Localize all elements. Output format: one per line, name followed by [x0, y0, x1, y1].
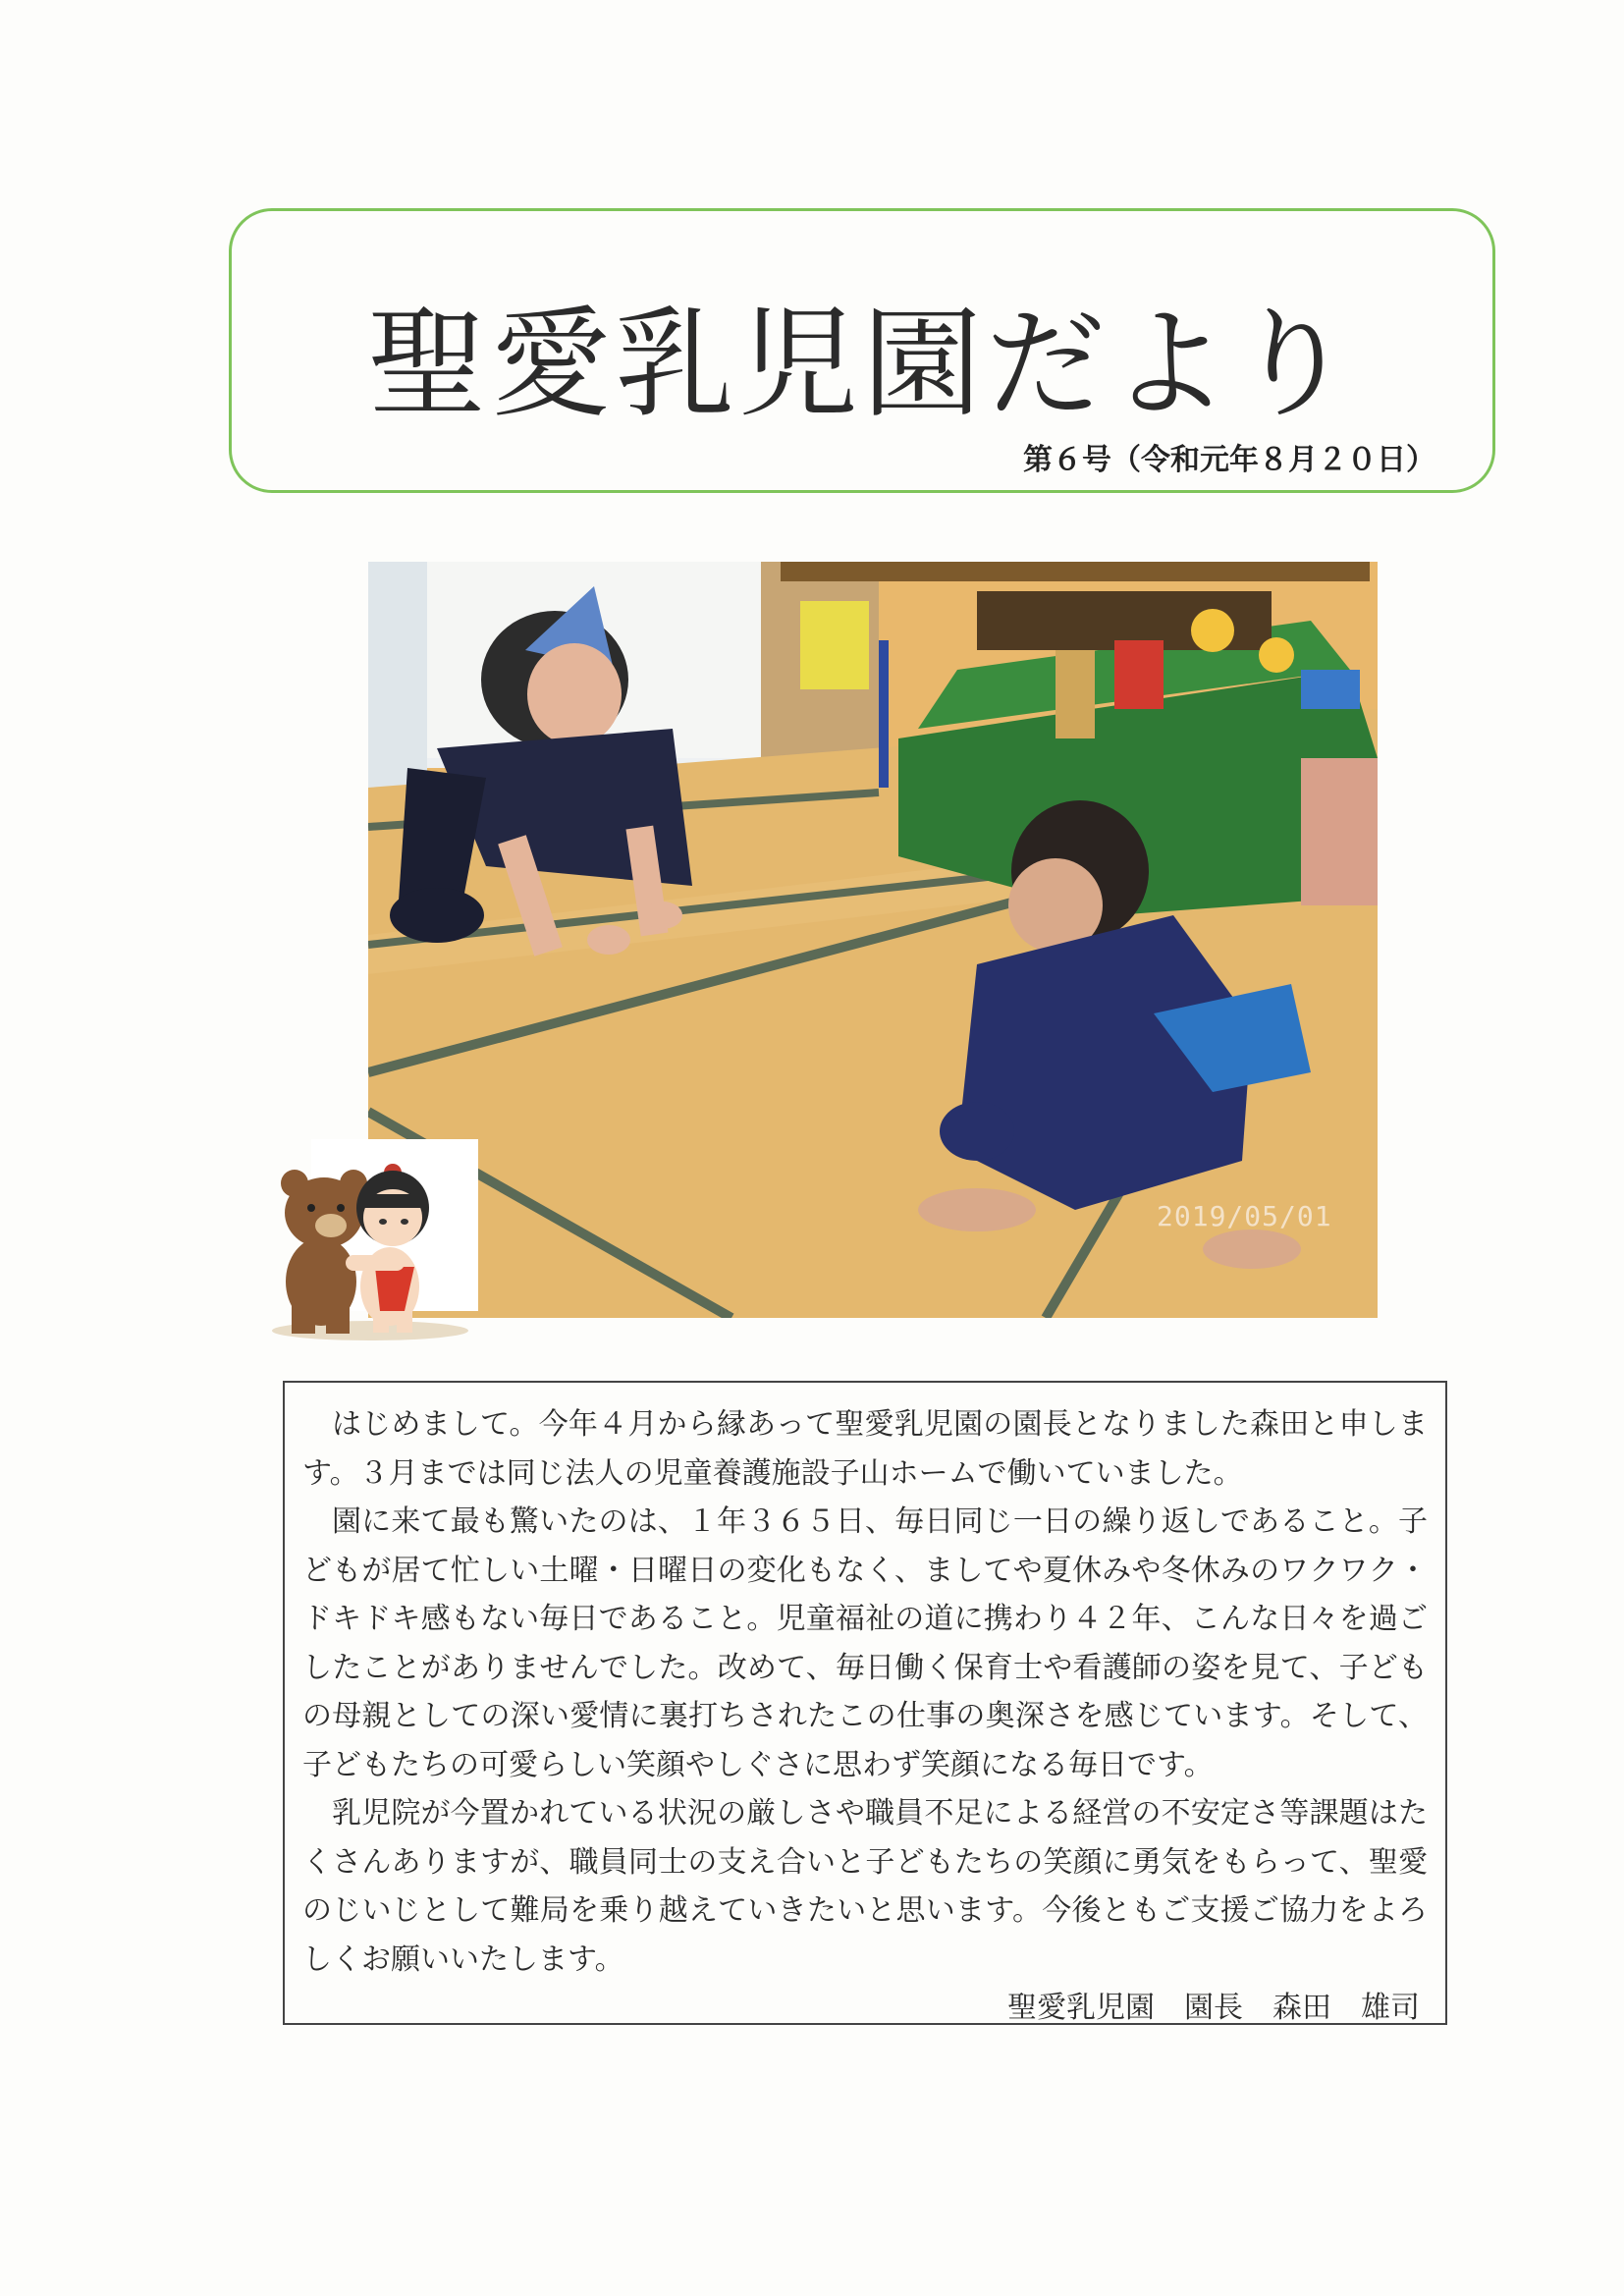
title-frame	[229, 208, 1495, 493]
article-paragraph-1: はじめまして。今年４月から縁あって聖愛乳児園の園長となりました森田と申します。３月までは同じ法人の児童養護施設子山ホームで働いていました。	[302, 1407, 1428, 1491]
newsletter-title: 聖愛乳児園だより	[367, 295, 1357, 434]
article-signature: 聖愛乳児園 園長 森田 雄司	[1007, 1991, 1420, 2025]
issue-number: 第６号（令和元年８月２０日）	[1023, 443, 1435, 477]
article-paragraph-3: 乳児院が今置かれている状況の厳しさや職員不足による経営の不安定さ等課題はたくさんありますが、職員同士の支え合いと子どもたちの笑顔に勇気をもらって、聖愛のじいじとして難局を乗り越えていきたいと思います。今後ともご支援ご協力をよろしくお願いいたします。	[302, 1796, 1428, 1977]
bear-and-kintaro-illustration	[267, 1139, 478, 1340]
greeting-article	[283, 1381, 1447, 2025]
article-paragraph-2: 園に来て最も驚いたのは、１年３６５日、毎日同じ一日の繰り返しであること。子どもが居て忙しい土曜・日曜日の変化もなく、ましてや夏休みや冬休みのワクワク・ドキドキ感もない毎日であること。児童福祉の道に携わり４２年、こんな日々を過ごしたことがありませんでした。改めて、毎日働く保育士や看護師の姿を見て、子どもの母親としての深い愛情に裏打ちされたこの仕事の奥深さを感じています。そして、子どもたちの可愛らしい笑顔やしぐさに思わず笑顔になる毎日です。	[302, 1504, 1428, 1782]
photo-date-stamp: 2019/05/01	[1157, 1200, 1332, 1232]
